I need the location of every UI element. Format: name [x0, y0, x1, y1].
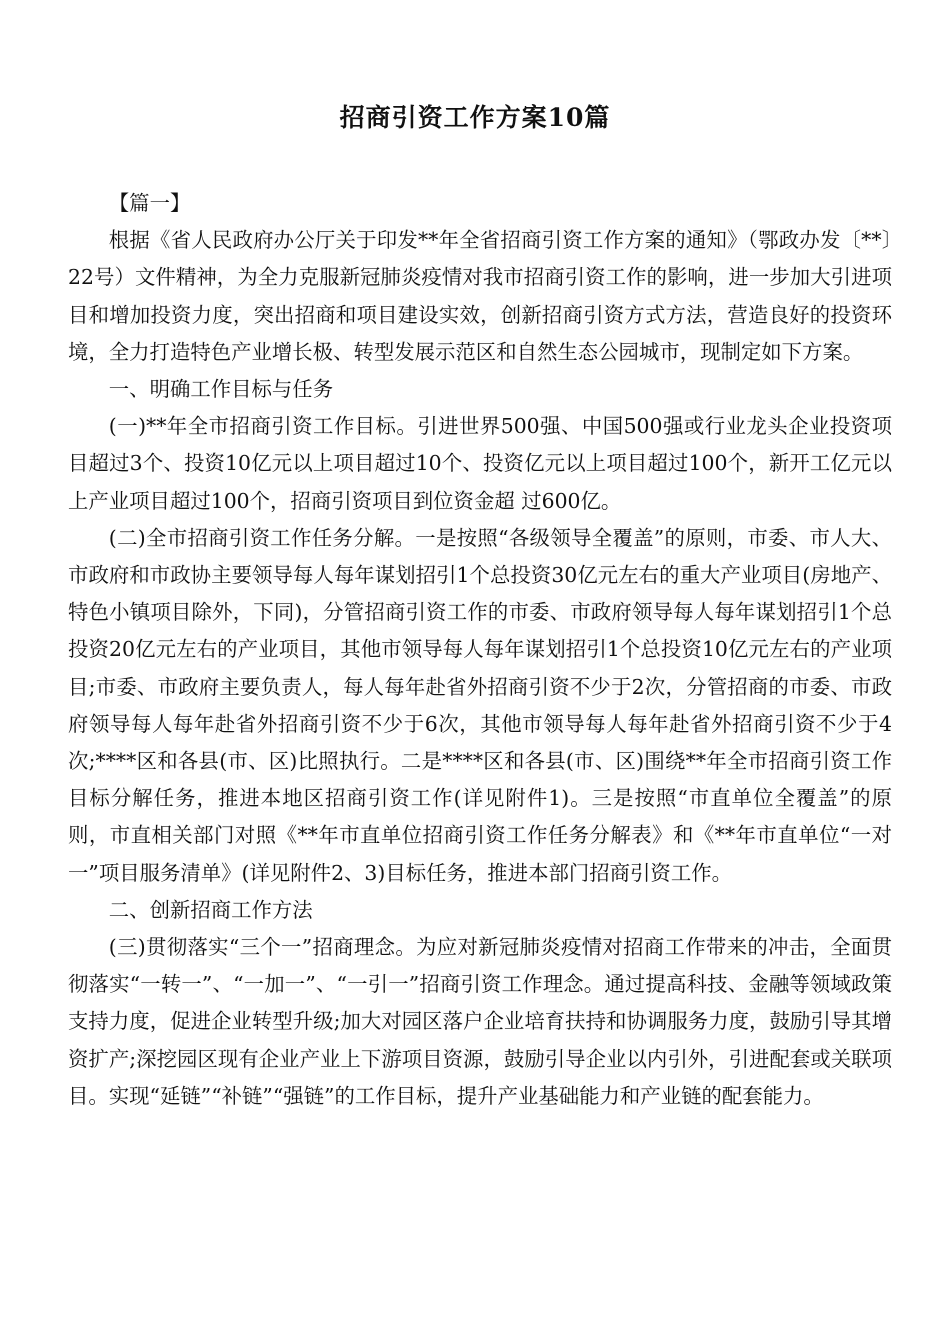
paragraph-intro: 根据《省人民政府办公厅关于印发**年全省招商引资工作方案的通知》（鄂政办发〔**〕22号）文件精神，为全力克服新冠肺炎疫情对我市招商引资工作的影响，进一步加大引进项目和增加投资力度，突出招商和项目建设实效，创新招商引资方式方法，营造良好的投资环境，全力打造特色产业增长极、转型发展示范区和自然生态公园城市，现制定如下方案。 [68, 228, 892, 364]
section-heading-1: 一、明确工作目标与任务 [108, 377, 334, 402]
paragraph-goals: (一)**年全市招商引资工作目标。引进世界500强、中国500强或行业龙头企业投资项目超过3个、投资10亿元以上项目超过10个、投资亿元以上项目超过100个，新开工亿元以上产业项目超过100个，招商引资项目到位资金超 过600亿。 [68, 414, 892, 513]
paragraph-task-breakdown: (二)全市招商引资工作任务分解。一是按照“各级领导全覆盖”的原则，市委、市人大、市政府和市政协主要领导每人每年谋划招引1个总投资30亿元左右的重大产业项目(房地产、特色小镇项目除外，下同)，分管招商引资工作的市委、市政府领导每人每年谋划招引1个总投资20亿元左右的产业项目，其他市领导每人每年谋划招引1个总投资10亿元左右的产业项目;市委、市政府主要负责人，每人每年赴省外招商引资不少于2次，分管招商的市委、市政府领导每人每年赴省外招商引资不少于6次，其他市领导每人每年赴省外招商引资不少于4次;****区和各县(市、区)比照执行。二是****区和各县(市、区)围绕**年全市招商引资工作目标分解任务，推进本地区招商引资工作(详见附件1)。三是按照“市直单位全覆盖”的原则，市直相关部门对照《**年市直单位招商引资工作任务分解表》和《**年市直单位“一对一”项目服务清单》(详见附件2、3)目标任务，推进本部门招商引资工作。 [68, 525, 892, 885]
paragraph-concept: (三)贯彻落实“三个一”招商理念。为应对新冠肺炎疫情对招商工作带来的冲击，全面贯彻落实“一转一”、“一加一”、“一引一”招商引资工作理念。通过提高科技、金融等领域政策支持力度，促进企业转型升级;加大对园区落户企业培育扶持和协调服务力度，鼓励引导其增资扩产;深挖园区现有企业产业上下游项目资源，鼓励引导企业以内引外，引进配套或关联项目。实现“延链”“补链”“强链”的工作目标，提升产业基础能力和产业链的配套能力。 [68, 935, 892, 1108]
section-label: 【篇一】 [108, 191, 191, 215]
section-heading-2: 二、创新招商工作方法 [108, 897, 313, 922]
document-title: 招商引资工作方案10篇 [339, 103, 611, 132]
document-body [68, 185, 892, 1115]
